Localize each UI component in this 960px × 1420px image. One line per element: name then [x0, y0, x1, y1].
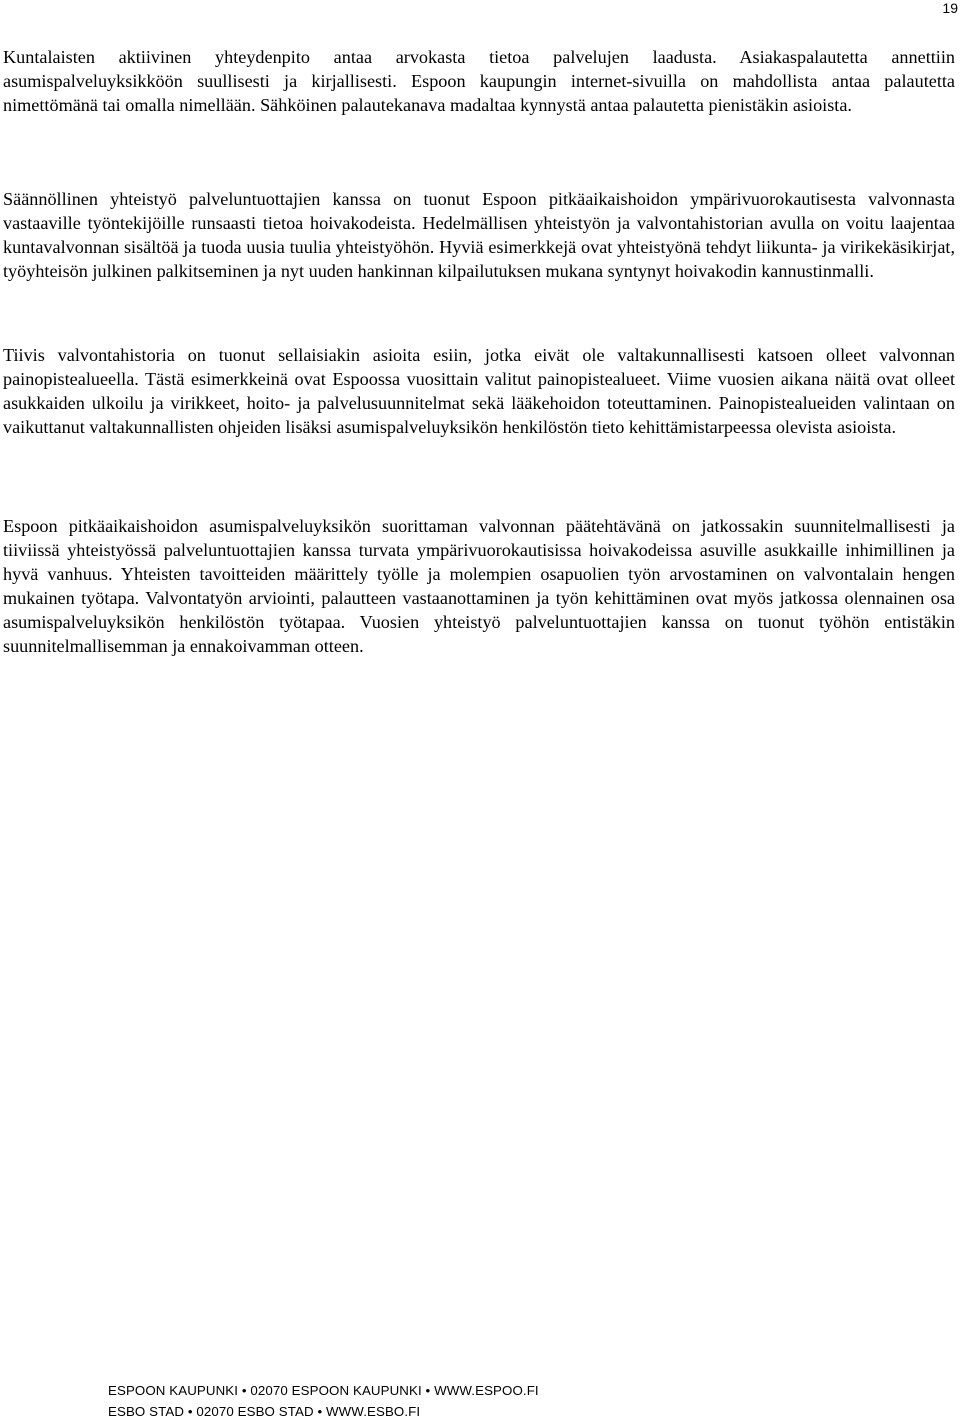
paragraph-main-task: Espoon pitkäaikaishoidon asumispalveluyksikön suorittaman valvonnan päätehtävänä on jatkossakin suunnitelmallisesti ja tiiviissä yhteistyössä palveluntuottajien kanssa turvata ympärivuorokautisissa hoivakodeissa asuville asukkaille inhimillinen ja hyvä vanhuus. Yhteisten tavoitteiden määrittely työlle ja molempien osapuolien työn arvostaminen on valvontalain hengen mukainen työtapa. Valvontatyön arviointi, palautteen vastaanottaminen ja työn kehittäminen ovat myös jatkossa olennainen osa asumispalveluyksikön henkilöstön työtapaa. Vuosien yhteistyö palveluntuottajien kanssa on tuonut työhön entistäkin suunnitelmallisemman ja ennakoivamman otteen. — [3, 516, 955, 656]
page-number: 19 — [942, 0, 958, 16]
paragraph-cooperation: Säännöllinen yhteistyö palveluntuottajien kanssa on tuonut Espoon pitkäaikaishoidon ympärivuorokautisesta valvonnasta vastaaville työntekijöille runsaasti tietoa hoivakodeista. Hedelmällisen yhteistyön ja valvontahistorian avulla on voitu laajentaa kuntavalvonnan sisältöä ja tuoda uusia tuulia yhteistyöhön. Hyviä esimerkkejä ovat yhteistyönä tehdyt liikunta- ja virikekäsikirjat, työyhteisön julkinen palkitseminen ja nyt uuden hankinnan kilpailutuksen mukana syntynyt hoivakodin kannustinmalli. — [3, 189, 955, 281]
paragraph-supervision-history: Tiivis valvontahistoria on tuonut sellaisiakin asioita esiin, jotka eivät ole valtakunnallisesti katsoen olleet valvonnan painopistealueella. Tästä esimerkkeinä ovat Espoossa vuosittain valitut painopistealueet. Viime vuosien aikana näitä ovat olleet asukkaiden ulkoilu ja virikkeet, hoito- ja palvelusuunnitelmat sekä lääkehoidon toteuttaminen. Painopistealueiden valintaan on vaikuttanut valtakunnallisten ohjeiden lisäksi asumispalveluyksikön henkilöstön tieto kehittämistarpeessa olevista asioista. — [3, 345, 955, 437]
footer-line-espoo: ESPOON KAUPUNKI • 02070 ESPOON KAUPUNKI • WWW.ESPOO.FI — [108, 1383, 539, 1398]
footer-line-esbo: ESBO STAD • 02070 ESBO STAD • WWW.ESBO.FI — [108, 1404, 421, 1419]
paragraph-customer-feedback: Kuntalaisten aktiivinen yhteydenpito antaa arvokasta tietoa palvelujen laadusta. Asiakaspalautetta annettiin asumispalveluyksikköön suullisesti ja kirjallisesti. Espoon kaupungin internet-sivuilla on mahdollista antaa palautetta nimettömänä tai omalla nimellään. Sähköinen palautekanava madaltaa kynnystä antaa palautetta pienistäkin asioista. — [3, 47, 955, 115]
